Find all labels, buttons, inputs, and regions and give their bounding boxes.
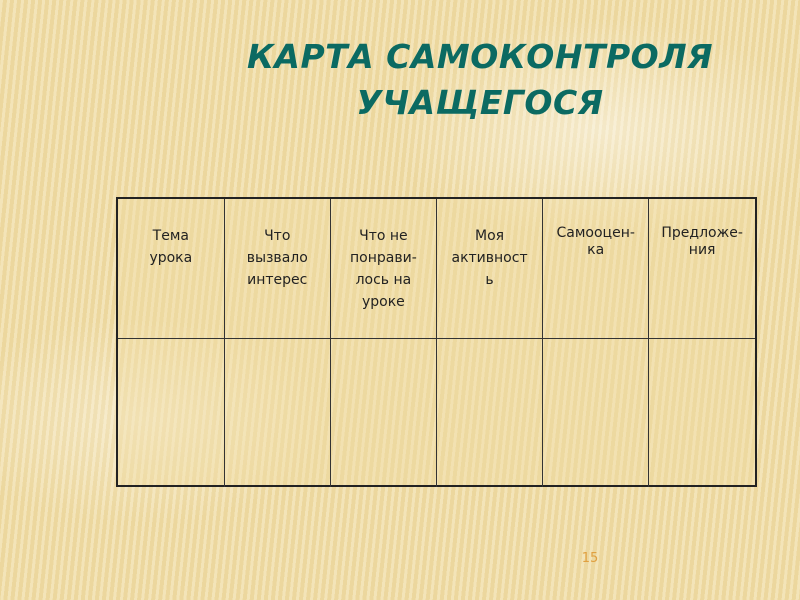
- table-row: [118, 338, 755, 487]
- header-cell-activity: [436, 199, 542, 338]
- slide-title: [180, 34, 780, 126]
- header-text: Что не: [359, 228, 408, 244]
- header-text: лось на: [355, 272, 412, 288]
- header-cell-self-assessment: [543, 199, 649, 338]
- header-cell-disliked: [330, 199, 436, 338]
- self-control-table-frame: [116, 197, 757, 487]
- table-cell-empty: [649, 338, 755, 487]
- table-cell-empty: [118, 338, 224, 487]
- header-text: Предложе-: [661, 225, 743, 241]
- header-text: урока: [149, 250, 193, 266]
- table-cell-empty: [224, 338, 330, 487]
- table-cell-empty: [543, 338, 649, 487]
- title-line-1: КАРТА САМОКОНТРОЛЯ: [246, 37, 714, 76]
- table-cell-empty: [330, 338, 436, 487]
- page-number: 15: [581, 551, 599, 566]
- self-control-table: [118, 199, 755, 487]
- header-cell-topic: [118, 199, 224, 338]
- header-text: ка: [587, 242, 605, 258]
- header-text: Моя: [475, 228, 505, 244]
- header-text: интерес: [247, 272, 308, 288]
- header-text: вызвало: [246, 250, 308, 266]
- header-text: Что: [264, 228, 291, 244]
- header-cell-interest: [224, 199, 330, 338]
- header-text: понрави-: [350, 250, 417, 266]
- title-line-2: УЧАЩЕГОСЯ: [356, 83, 604, 122]
- table-header-row: [118, 199, 755, 338]
- header-text: ния: [688, 242, 716, 258]
- header-text: Самооцен-: [556, 225, 635, 241]
- header-cell-suggestions: [649, 199, 755, 338]
- header-text: Тема: [152, 228, 189, 244]
- header-text: уроке: [361, 294, 405, 310]
- header-text: активност: [451, 250, 528, 266]
- table-cell-empty: [436, 338, 542, 487]
- header-text: ь: [485, 272, 494, 288]
